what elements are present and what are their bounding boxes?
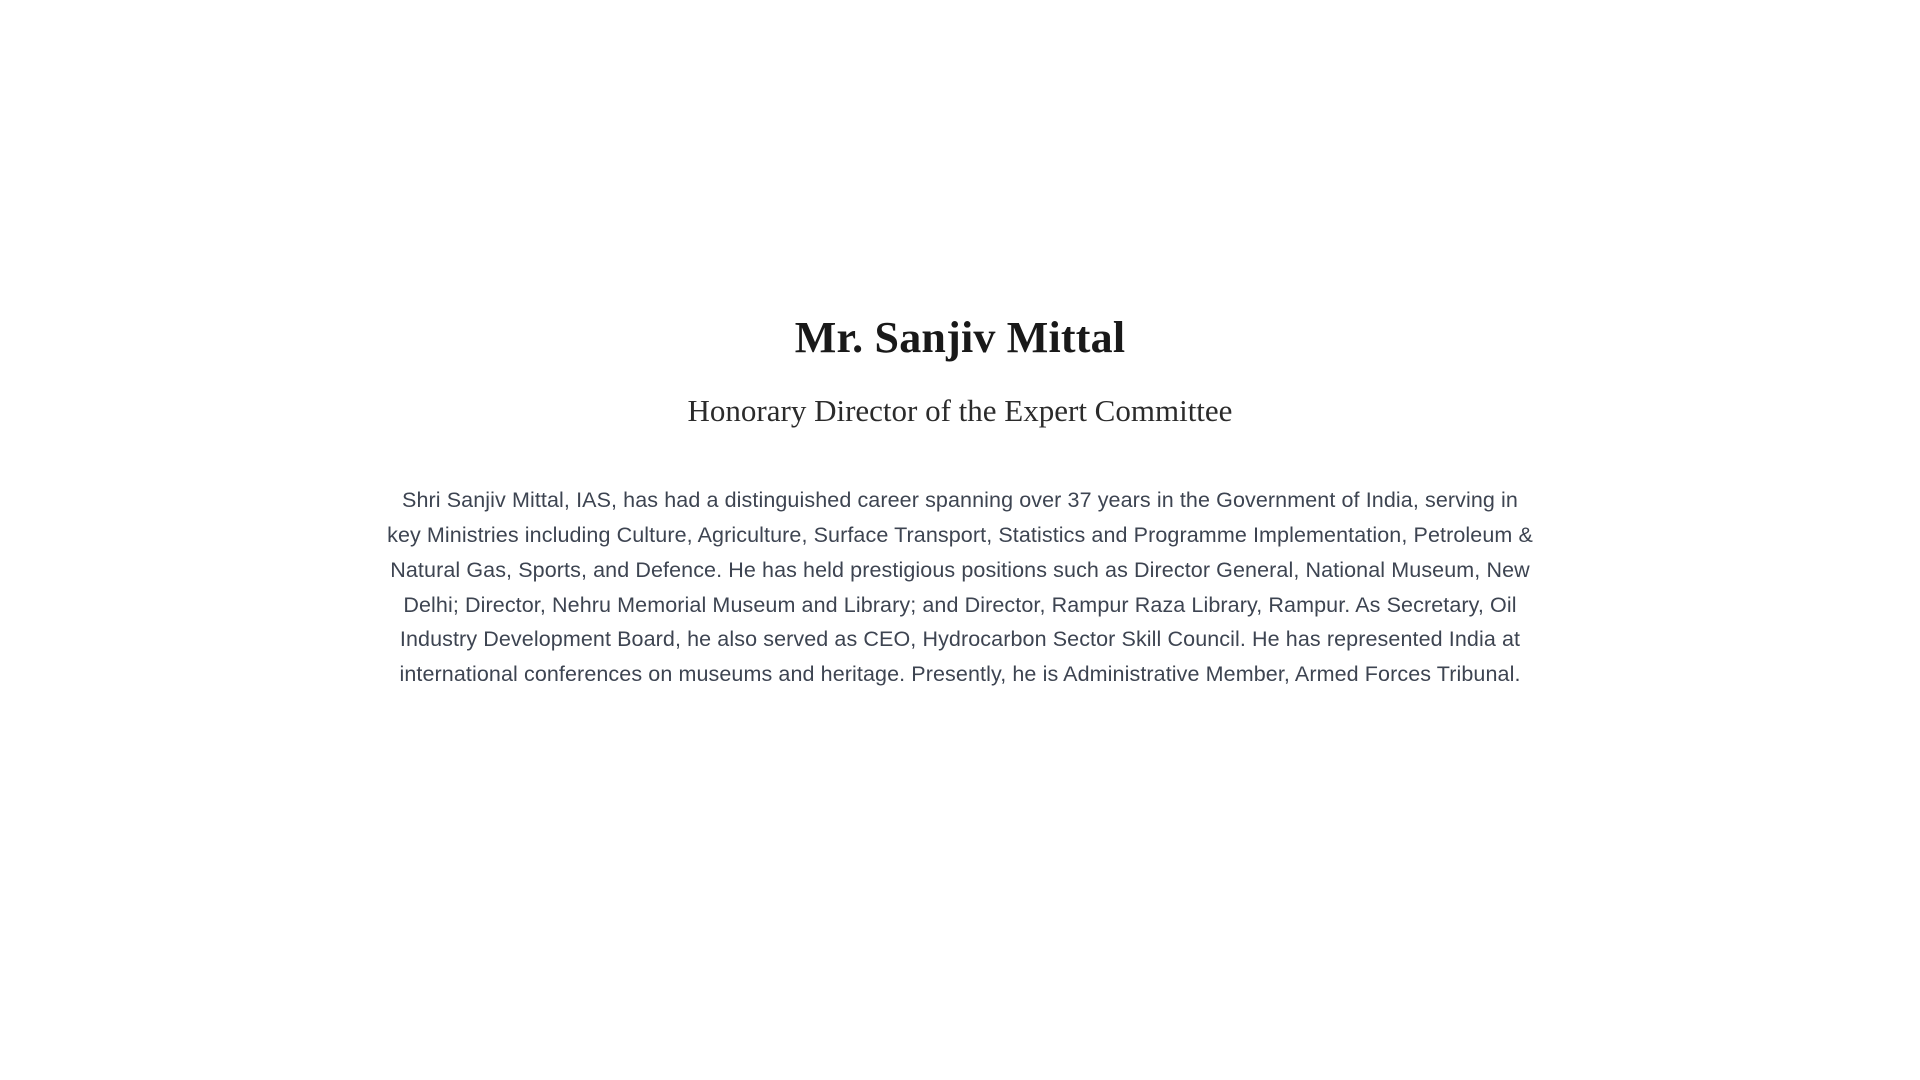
profile-role-subtitle: Honorary Director of the Expert Committee xyxy=(687,392,1233,428)
page-title: Mr. Sanjiv Mittal xyxy=(794,313,1126,362)
profile-biography-text: Shri Sanjiv Mittal, IAS, has had a distinguished career spanning over 37 years in the Government of India, serving in key Ministries including Culture, Agriculture, Surface Transport, Statistics and Programme Implementation, Petroleum & Natural Gas, Sports, and Defence. He has held prestigious positions such as Director General, National Museum, New Delhi; Director, Nehru Memorial Museum and Library; and Director, Rampur Raza Library, Rampur. As Secretary, Oil Industry Development Board, he also served as CEO, Hydrocarbon Sector Skill Council. He has represented India at international conferences on museums and heritage. Presently, he is Administrative Member, Armed Forces Tribunal. xyxy=(387,488,1533,687)
profile-block xyxy=(370,312,1550,692)
